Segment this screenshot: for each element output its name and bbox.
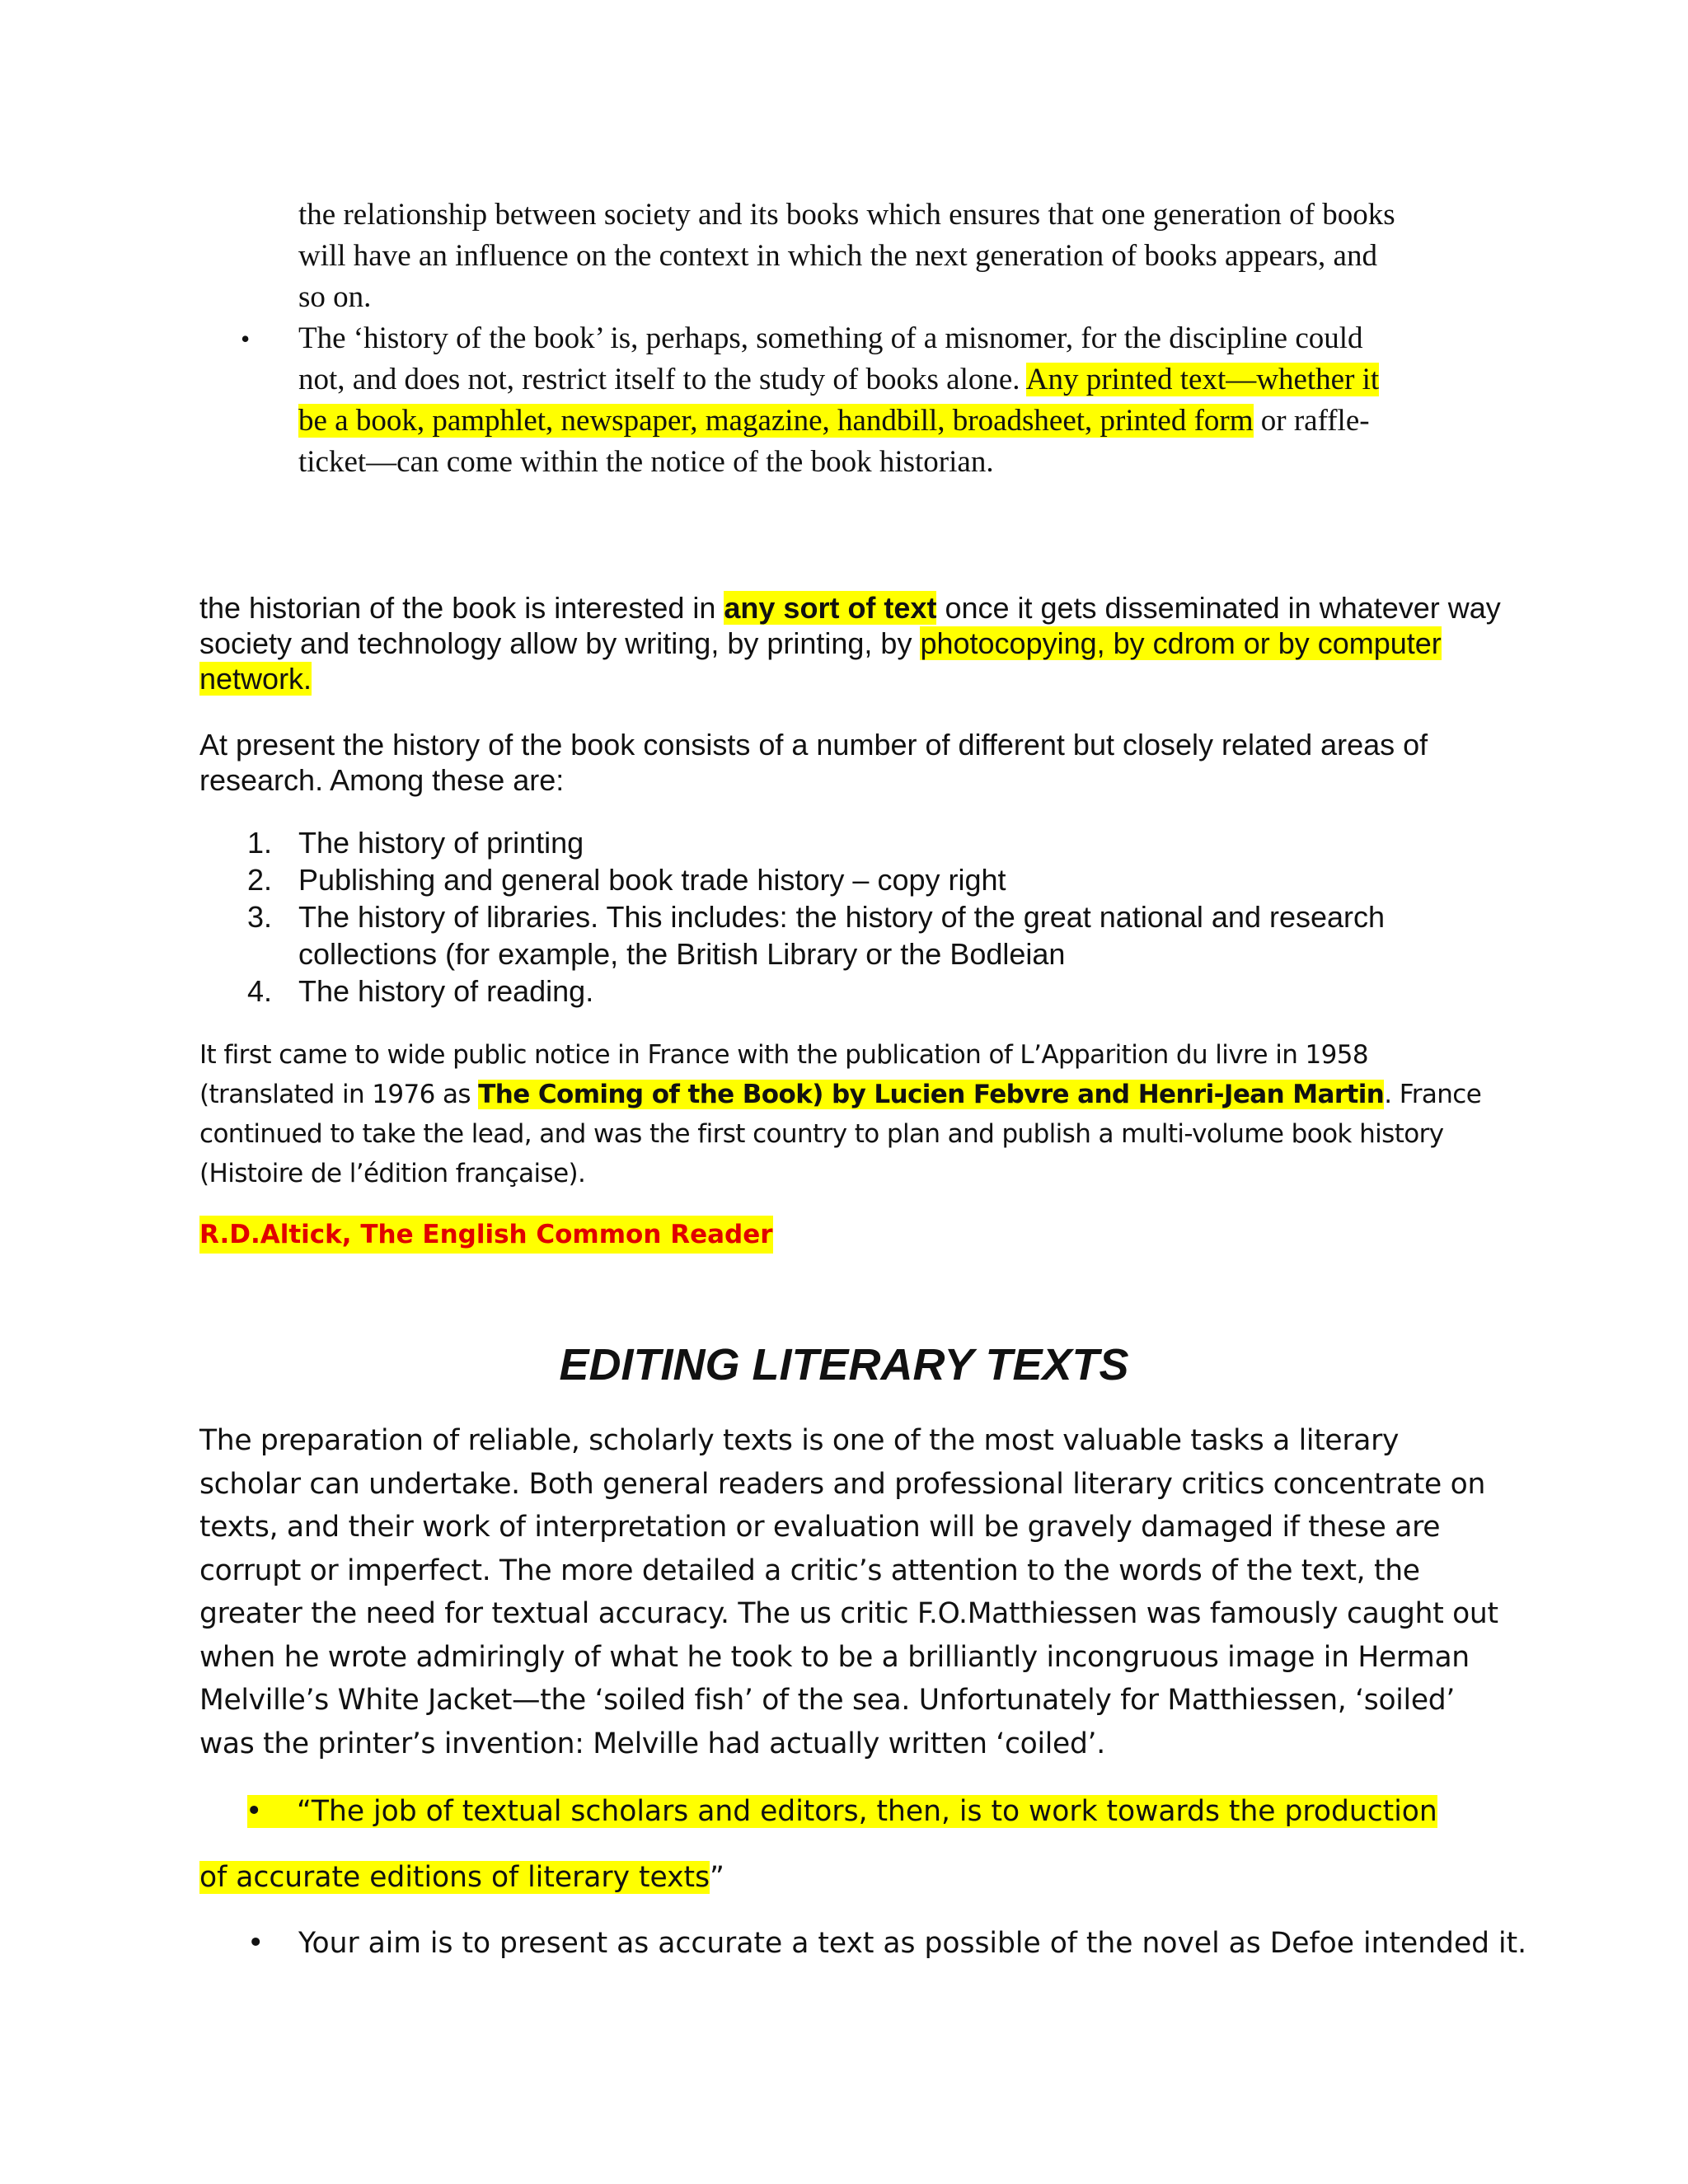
- bullet-icon: •: [241, 324, 251, 354]
- section-title: EDITING LITERARY TEXTS: [559, 1340, 1129, 1390]
- bullet-icon: •: [246, 1795, 263, 1828]
- research-areas-intro: At present the history of the book consists of a number of different but closely related areas of research. Among these are:: [199, 728, 1428, 797]
- historian-paragraph: [199, 590, 1502, 696]
- quote-continuation: [199, 1856, 1502, 1899]
- historian-text-middle: once it gets disseminated in whatever way society and technology allow by writing, by printing, by: [199, 591, 1501, 660]
- list-item: [247, 898, 1484, 972]
- list-item: [247, 972, 1484, 1010]
- list-item: [247, 824, 1484, 861]
- list-item-text: The history of libraries. This includes: the history of the great national and research collections (for example, the British Library or the Bodleian: [298, 900, 1386, 971]
- misnomer-tail: or raffle-ticket—can come within the notice of the book historian.: [298, 404, 1370, 479]
- list-item: [247, 861, 1484, 898]
- list-number: 2.: [247, 863, 273, 897]
- public-notice-paragraph: [199, 1035, 1502, 1193]
- any-sort-of-text-highlight: any sort of text: [724, 591, 937, 625]
- quote-bullet-item: [247, 1790, 1484, 1833]
- public-notice-text-end: . France continued to take the lead, and was the first country to plan and publish a multi-volume book history (Histoire de l’édition française).: [199, 1080, 1482, 1188]
- book-history-excerpt: [241, 194, 1411, 483]
- dissemination-highlight: photocopying, by cdrom or by computer network.: [199, 626, 1442, 696]
- editing-paragraph: The preparation of reliable, scholarly texts is one of the most valuable tasks a literary scholar can undertake. Both general readers and professional literary critics concentrate on texts, and their work of interpretation or evaluation will be gravely damaged if these are corrupt or imperfect. The more detailed a critic’s attention to the words of the text, the greater the need for textual accuracy. The us critic F.O.Matthiessen was famously caught out when he wrote admiringly of what he took to be a brilliantly incongruous image in Herman Melville’s White Jacket—the ‘soiled fish’ of the sea. Unfortunately for Matthiessen, ‘soiled’ was the printer’s invention: Melville had actually written ‘coiled’.: [199, 1424, 1498, 1760]
- quote-close-mark: ”: [710, 1861, 724, 1894]
- aim-bullet-item: [247, 1922, 1533, 1965]
- aim-text: Your aim is to present as accurate a text as possible of the novel as Defoe intended it.: [298, 1927, 1527, 1960]
- coming-of-the-book-highlight: The Coming of the Book) by Lucien Febvre and Henri-Jean Martin: [478, 1080, 1385, 1109]
- misnomer-bullet-item: [241, 318, 1411, 483]
- list-number: 4.: [247, 974, 273, 1008]
- research-areas-list: [247, 824, 1484, 1010]
- altick-reference: R.D.Altick, The English Common Reader: [199, 1216, 773, 1254]
- list-item-text: The history of reading.: [298, 974, 594, 1008]
- list-item-text: Publishing and general book trade history – copy right: [298, 863, 1006, 897]
- historian-text-start: the historian of the book is interested in: [199, 591, 724, 625]
- list-item-text: The history of printing: [298, 826, 584, 860]
- quote-line-2: of accurate editions of literary texts: [199, 1861, 710, 1894]
- misnomer-text: The ‘history of the book’ is, perhaps, something of a misnomer, for the discipline could not, and does not, restrict itself to the study of books alone.: [298, 321, 1363, 396]
- quote-line-1: “The job of textual scholars and editors, then, is to work towards the production: [297, 1795, 1437, 1828]
- printed-text-highlight: Any printed text—whether it be a book, pamphlet, newspaper, magazine, handbill, broadsheet, printed form: [298, 363, 1380, 438]
- public-notice-text-start: It first came to wide public notice in France with the publication of L’Apparition du livre in 1958 (translated in 1976 as: [199, 1040, 1369, 1109]
- excerpt-continuation: the relationship between society and its books which ensures that one generation of books will have an influence on the context in which the next generation of books appears, and so on.: [298, 198, 1395, 314]
- list-number: 3.: [247, 900, 273, 934]
- list-number: 1.: [247, 826, 273, 860]
- bullet-icon: •: [247, 1927, 265, 1960]
